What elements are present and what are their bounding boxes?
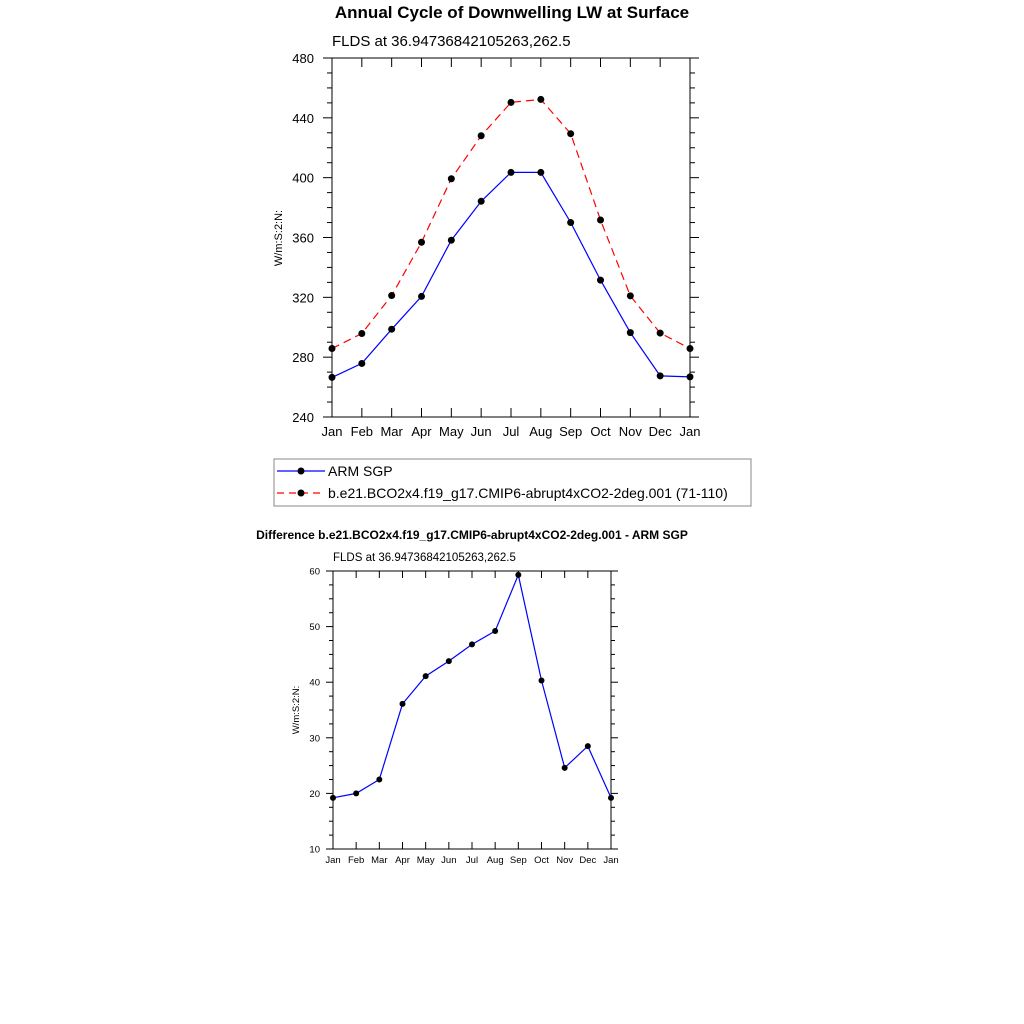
series-1-point	[627, 292, 634, 299]
series-1-point	[329, 345, 336, 352]
series-0-point	[537, 169, 544, 176]
series-0-point	[469, 641, 475, 647]
x-tick-label: Dec	[648, 424, 672, 439]
series-0-point	[597, 277, 604, 284]
y-tick-label: 10	[309, 844, 320, 856]
x-tick-label: Aug	[486, 855, 504, 866]
series-0-point	[657, 372, 664, 379]
x-tick-label: Oct	[590, 424, 611, 439]
series-1-point	[597, 216, 604, 223]
y-tick-label: 440	[292, 110, 314, 126]
series-0-point	[446, 658, 452, 664]
x-tick-label: Jun	[470, 424, 492, 439]
series-0-point	[418, 293, 425, 300]
x-tick-label: Dec	[579, 855, 597, 866]
series-0-point	[608, 795, 614, 801]
series-0-point	[400, 701, 406, 707]
series-0-point	[448, 237, 455, 244]
series-1-point	[448, 175, 455, 182]
x-tick-label: Jun	[441, 855, 457, 866]
x-tick-label: May	[416, 855, 435, 866]
y-tick-label: 280	[292, 350, 314, 366]
y-tick-label: 40	[309, 677, 320, 689]
legend-marker-model	[298, 490, 305, 497]
chart2-title: Difference b.e21.BCO2x4.f19_g17.CMIP6-abrupt4xCO2-2deg.001 - ARM SGP	[256, 528, 688, 542]
series-line-0	[333, 575, 611, 798]
series-1-point	[388, 292, 395, 299]
x-tick-label: Jan	[679, 424, 701, 439]
x-tick-label: Oct	[534, 855, 549, 866]
y-tick-label: 240	[292, 410, 314, 425]
y-tick-label: 400	[292, 170, 314, 186]
x-tick-label: Jul	[465, 855, 479, 866]
x-tick-label: Feb	[350, 424, 374, 439]
series-1-point	[478, 132, 485, 139]
x-tick-label: Mar	[380, 424, 403, 439]
chart1-title: Annual Cycle of Downwelling LW at Surface	[334, 3, 690, 22]
series-0-point	[329, 374, 336, 381]
x-tick-label: Apr	[411, 424, 432, 439]
series-0-point	[492, 628, 498, 634]
x-tick-label: Apr	[395, 855, 410, 866]
annual-cycle-chart	[273, 3, 751, 506]
series-1-point	[567, 130, 574, 137]
x-tick-label: Jan	[321, 424, 343, 439]
series-0-point	[508, 169, 515, 176]
y-tick-label: 480	[292, 51, 314, 66]
series-1-point	[687, 345, 694, 352]
chart2-subtitle: FLDS at 36.94736842105263,262.5	[333, 552, 516, 564]
legend-marker-arm-sgp	[298, 468, 305, 475]
x-tick-label: Mar	[371, 855, 388, 866]
series-1-point	[358, 330, 365, 337]
x-tick-label: May	[439, 424, 464, 439]
x-tick-label: Jul	[502, 424, 520, 439]
series-0-point	[358, 360, 365, 367]
series-0-point	[627, 329, 634, 336]
y-tick-label: 320	[292, 290, 314, 306]
series-0-point	[423, 673, 429, 679]
chart1-ylabel: W/m:S:2:N:	[273, 209, 285, 267]
series-0-point	[539, 678, 545, 684]
series-line-0	[332, 172, 690, 377]
x-tick-label: Feb	[347, 855, 365, 866]
series-1-point	[418, 239, 425, 246]
x-tick-label: Nov	[556, 855, 574, 866]
series-0-point	[388, 326, 395, 333]
series-0-point	[478, 198, 485, 205]
series-0-point	[585, 743, 591, 749]
series-1-point	[537, 96, 544, 103]
x-tick-label: Jan	[325, 855, 341, 866]
chart2-plot-frame	[333, 571, 611, 849]
series-0-point	[353, 790, 359, 796]
chart2-ylabel: W/m:S:2:N:	[291, 685, 302, 735]
series-0-point	[515, 572, 521, 578]
series-1-point	[657, 330, 664, 337]
chart1-subtitle: FLDS at 36.94736842105263,262.5	[332, 33, 571, 50]
x-tick-label: Nov	[618, 424, 642, 439]
series-0-point	[330, 795, 336, 801]
chart1-legend	[274, 459, 751, 506]
series-0-point	[567, 219, 574, 226]
y-tick-label: 30	[309, 733, 320, 745]
x-tick-label: Aug	[529, 424, 553, 439]
y-tick-label: 20	[309, 788, 320, 800]
y-tick-label: 360	[292, 230, 314, 246]
series-line-1	[332, 99, 690, 348]
x-tick-label: Sep	[559, 424, 583, 439]
x-tick-label: Sep	[509, 855, 527, 866]
chart1-plot-frame	[332, 58, 690, 417]
y-tick-label: 50	[309, 622, 320, 634]
y-tick-label: 60	[309, 566, 320, 578]
legend-label-model: b.e21.BCO2x4.f19_g17.CMIP6-abrupt4xCO2-2deg.001 (71-110)	[328, 485, 728, 501]
difference-chart	[256, 528, 688, 866]
series-0-point	[687, 373, 694, 380]
x-tick-label: Jan	[603, 855, 619, 866]
series-1-point	[508, 99, 515, 106]
legend-label-arm-sgp: ARM SGP	[328, 463, 393, 479]
series-0-point	[562, 765, 568, 771]
series-0-point	[376, 777, 382, 783]
